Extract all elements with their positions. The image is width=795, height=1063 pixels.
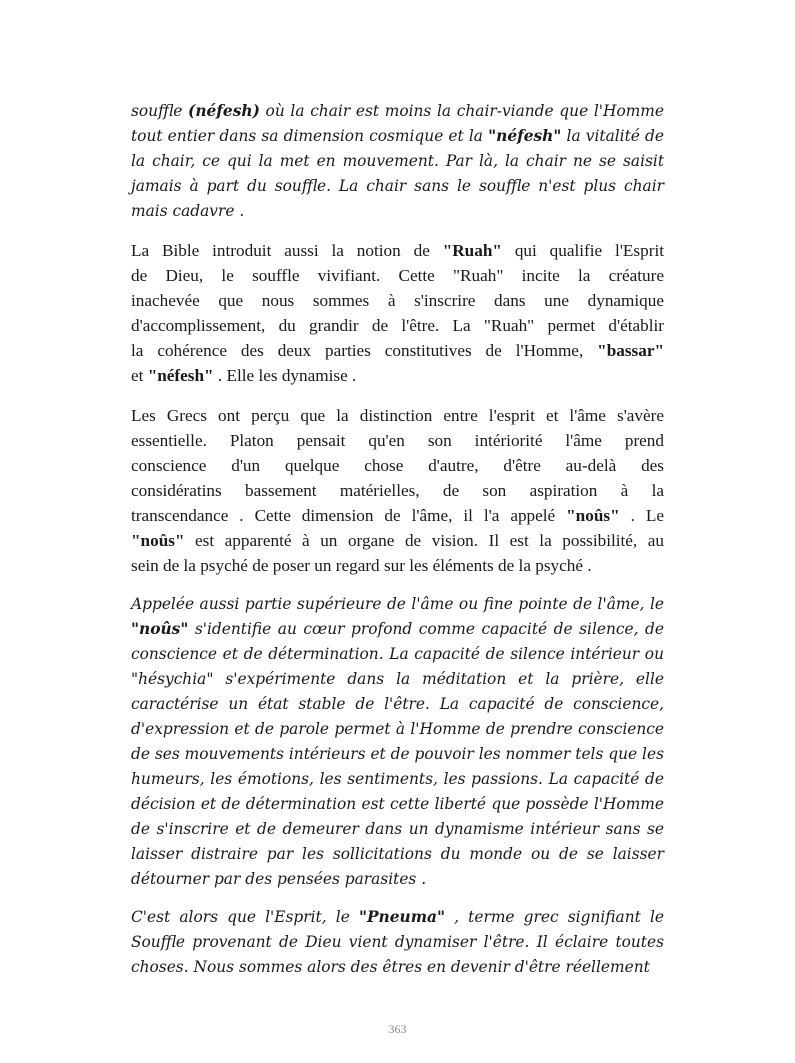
text-line	[131, 617, 664, 642]
emphasized-term: "bassar"	[597, 341, 664, 360]
emphasized-term: "néfesh"	[147, 366, 214, 385]
text-run: laisser distraire par les sollicitations du monde ou de se laisser	[131, 845, 664, 863]
text-run: de ses mouvements intérieurs et de pouvoir les nommer tels que les	[131, 745, 664, 763]
text-run: humeurs, les émotions, les sentiments, les passions. La capacité de	[131, 770, 664, 788]
text-run: C'est alors que l'Esprit, le	[131, 908, 359, 926]
text-run: de Dieu, le souffle vivifiant. Cette "Ruah" incite la créature	[131, 266, 664, 285]
emphasized-term: "noûs"	[566, 506, 620, 525]
text-run: souffle	[131, 102, 189, 120]
text-line	[131, 553, 664, 578]
text-run: mais cadavre .	[131, 202, 245, 220]
text-run: caractérise un état stable de l'être. La capacité de conscience,	[131, 695, 664, 713]
paragraph-ruah	[131, 238, 664, 388]
paragraph-partie-superieure	[131, 592, 664, 892]
emphasized-term: "Pneuma"	[358, 908, 445, 926]
text-run: essentielle. Platon pensait qu'en son intériorité l'âme prend	[131, 431, 664, 450]
text-run: Appelée aussi partie supérieure de l'âme ou fine pointe de l'âme, le	[131, 595, 664, 613]
text-line	[131, 263, 664, 288]
text-run: conscience d'un quelque chose d'autre, d'être au-delà des	[131, 456, 664, 475]
text-line	[131, 817, 664, 842]
text-line	[131, 199, 664, 224]
text-run: de s'inscrire et de demeurer dans un dynamisme intérieur sans se	[131, 820, 664, 838]
text-run: la cohérence des deux parties constitutives de l'Homme,	[131, 341, 598, 360]
emphasized-term: "noûs"	[131, 531, 185, 550]
text-line	[131, 124, 664, 149]
text-line	[131, 667, 664, 692]
text-line	[131, 363, 664, 388]
paragraph-pneuma	[131, 905, 664, 980]
text-line	[131, 288, 664, 313]
text-run: Les Grecs ont perçu que la distinction entre l'esprit et l'âme s'avère	[131, 406, 664, 425]
text-line	[131, 313, 664, 338]
paragraph-nefesh	[131, 99, 664, 224]
text-run: considératins bassement matérielles, de son aspiration à la	[131, 481, 664, 500]
text-line	[131, 149, 664, 174]
text-run: La Bible introduit aussi la notion de	[131, 241, 443, 260]
text-line	[131, 478, 664, 503]
text-run: et	[131, 366, 148, 385]
text-line	[131, 930, 664, 955]
text-run: sein de la psyché de poser un regard sur les éléments de la psyché .	[131, 556, 592, 575]
text-line	[131, 503, 664, 528]
emphasized-term: "Ruah"	[442, 241, 502, 260]
text-run: la chair, ce qui la met en mouvement. Par là, la chair ne se saisit	[131, 152, 664, 170]
text-run: s'identifie au cœur profond comme capacité de silence, de	[188, 620, 664, 638]
text-run: Souffle provenant de Dieu vient dynamiser l'être. Il éclaire toutes	[131, 933, 664, 951]
text-line	[131, 867, 664, 892]
text-run: "hésychia" s'expérimente dans la méditation et la prière, elle	[131, 670, 664, 688]
emphasized-term: "néfesh"	[488, 127, 562, 145]
text-line	[131, 592, 664, 617]
text-run: inachevée que nous sommes à s'inscrire dans une dynamique	[131, 291, 664, 310]
paragraph-grecs-nous	[131, 403, 664, 578]
text-run: la vitalité de	[561, 127, 664, 145]
text-run: conscience et de détermination. La capacité de silence intérieur ou	[131, 645, 664, 663]
text-line	[131, 174, 664, 199]
text-line	[131, 642, 664, 667]
text-line	[131, 428, 664, 453]
text-run: transcendance . Cette dimension de l'âme, il l'a appelé	[131, 506, 567, 525]
text-run: décision et de détermination est cette liberté que possède l'Homme	[131, 795, 664, 813]
text-run: jamais à part du souffle. La chair sans le souffle n'est plus chair	[131, 177, 664, 195]
text-line	[131, 692, 664, 717]
text-line	[131, 453, 664, 478]
text-line	[131, 905, 664, 930]
text-run: choses. Nous sommes alors des êtres en devenir d'être réellement	[131, 958, 650, 976]
text-line	[131, 717, 664, 742]
text-run: qui qualifie l'Esprit	[501, 241, 664, 260]
text-line	[131, 238, 664, 263]
text-line	[131, 955, 664, 980]
text-line	[131, 338, 664, 363]
text-line	[131, 742, 664, 767]
text-line	[131, 792, 664, 817]
text-run: . Elle les dynamise .	[213, 366, 357, 385]
text-line	[131, 528, 664, 553]
text-line	[131, 842, 664, 867]
text-run: où la chair est moins la chair-viande que l'Homme	[259, 102, 665, 120]
text-run: d'accomplissement, du grandir de l'être. La "Ruah" permet d'établir	[131, 316, 664, 335]
text-run: d'expression et de parole permet à l'Homme de prendre conscience	[131, 720, 664, 738]
text-run: est apparenté à un organe de vision. Il est la possibilité, au	[184, 531, 664, 550]
text-run: tout entier dans sa dimension cosmique et la	[131, 127, 489, 145]
text-run: détourner par des pensées parasites .	[131, 870, 427, 888]
text-line	[131, 99, 664, 124]
text-line	[131, 767, 664, 792]
emphasized-term: "noûs"	[131, 620, 189, 638]
text-run: . Le	[619, 506, 664, 525]
page-number: 363	[388, 1022, 407, 1036]
text-run: , terme grec signifiant le	[445, 908, 664, 926]
text-line	[131, 403, 664, 428]
emphasized-term: (néfesh)	[188, 102, 260, 120]
